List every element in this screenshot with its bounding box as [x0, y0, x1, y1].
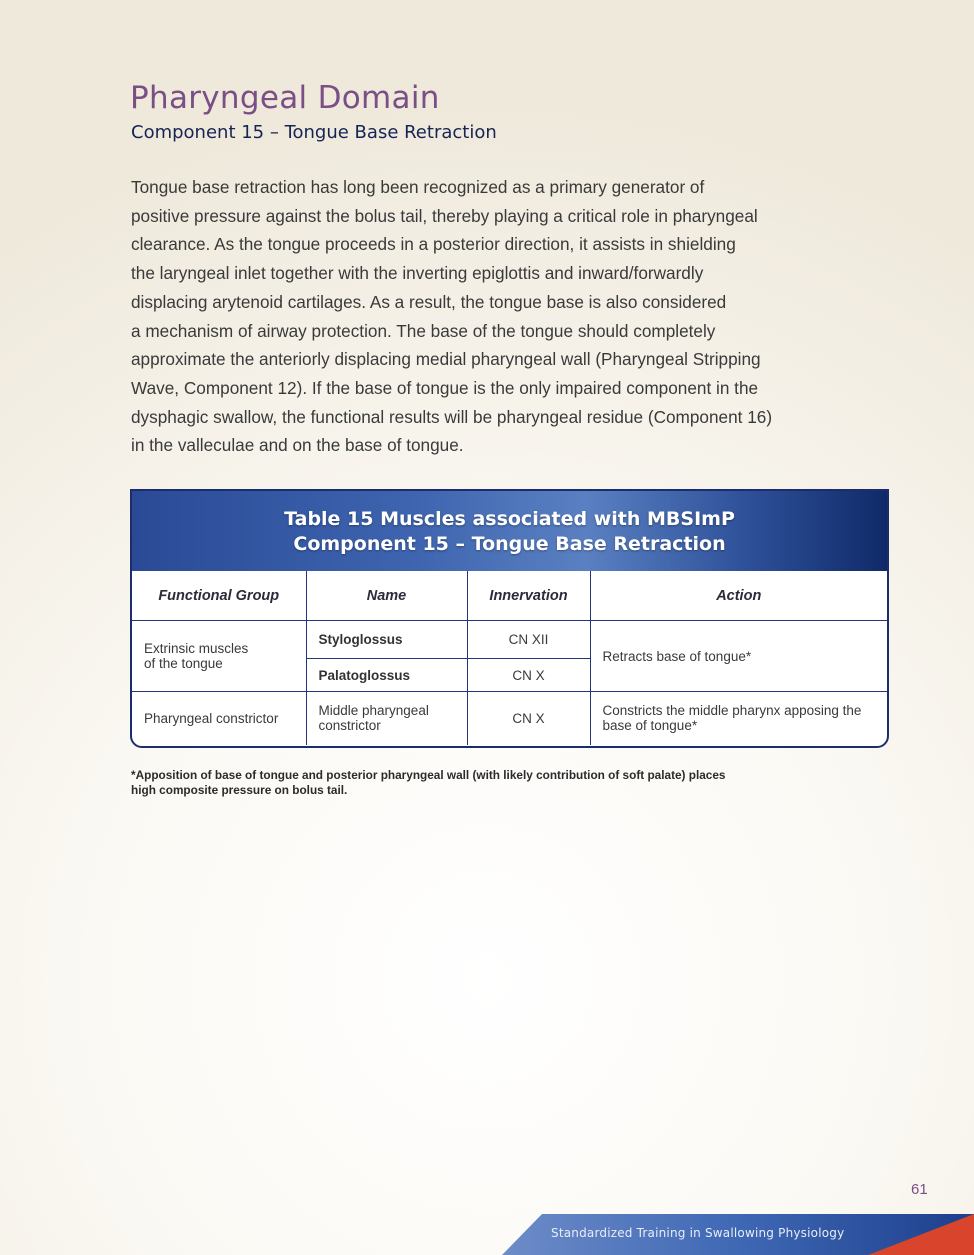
cell-name — [306, 692, 467, 745]
table-title — [132, 491, 887, 571]
table-grid — [132, 571, 887, 745]
footnote-line: high composite pressure on bolus tail. — [131, 783, 348, 797]
cell-line: Extrinsic muscles — [144, 641, 249, 656]
page-heading: Pharyngeal Domain — [130, 80, 440, 116]
paragraph-line: dysphagic swallow, the functional results will be pharyngeal residue (Component 16) — [131, 406, 773, 427]
footnote-line: *Apposition of base of tongue and posterior pharyngeal wall (with likely contribution of soft palate) places — [131, 768, 726, 782]
cell-line: constrictor — [318, 718, 381, 734]
paragraph-line: a mechanism of airway protection. The base of the tongue should completely — [131, 320, 716, 341]
cell-name: Palatoglossus — [306, 659, 467, 692]
cell-line: Middle pharyngeal — [318, 703, 429, 719]
table-title-line: Table 15 Muscles associated with MBSImP — [284, 508, 735, 530]
table-title-line: Component 15 – Tongue Base Retraction — [293, 533, 726, 555]
cell-name: Styloglossus — [306, 621, 467, 659]
cell-functional-group — [132, 621, 306, 692]
paragraph-line: clearance. As the tongue proceeds in a posterior direction, it assists in shielding — [131, 234, 736, 255]
paragraph-line: approximate the anteriorly displacing medial pharyngeal wall (Pharyngeal Stripping — [131, 349, 761, 370]
header-action: Action — [590, 571, 887, 621]
paragraph-line: displacing arytenoid cartilages. As a result, the tongue base is also considered — [131, 291, 727, 312]
body-paragraph — [131, 173, 851, 460]
paragraph-line: positive pressure against the bolus tail, thereby playing a critical role in pharyngeal — [131, 205, 758, 226]
table-header-row — [132, 571, 887, 621]
page-number: 61 — [911, 1181, 928, 1198]
cell-innervation: CN X — [467, 692, 590, 745]
cell-line: of the tongue — [144, 656, 223, 671]
paragraph-line: Tongue base retraction has long been recognized as a primary generator of — [131, 177, 705, 197]
cell-innervation: CN XII — [467, 621, 590, 659]
table-footnote — [131, 768, 726, 798]
page-subheading: Component 15 – Tongue Base Retraction — [131, 122, 497, 143]
header-functional-group: Functional Group — [132, 571, 306, 621]
cell-functional-group: Pharyngeal constrictor — [132, 692, 306, 745]
table-row — [132, 692, 887, 745]
muscles-table — [130, 489, 889, 748]
header-innervation: Innervation — [467, 571, 590, 621]
footer-title: Standardized Training in Swallowing Physiology — [551, 1226, 845, 1240]
paragraph-line: Wave, Component 12). If the base of tongue is the only impaired component in the — [131, 377, 759, 398]
cell-action: Retracts base of tongue* — [590, 621, 887, 692]
paragraph-line: in the valleculae and on the base of tongue. — [131, 435, 464, 456]
table-row — [132, 621, 887, 659]
paragraph-line: the laryngeal inlet together with the inverting epiglottis and inward/forwardly — [131, 263, 704, 284]
cell-line: Constricts the middle pharynx apposing the — [602, 703, 862, 719]
header-name: Name — [306, 571, 467, 621]
cell-innervation: CN X — [467, 659, 590, 692]
cell-action — [590, 692, 887, 745]
cell-line: base of tongue* — [602, 718, 698, 734]
